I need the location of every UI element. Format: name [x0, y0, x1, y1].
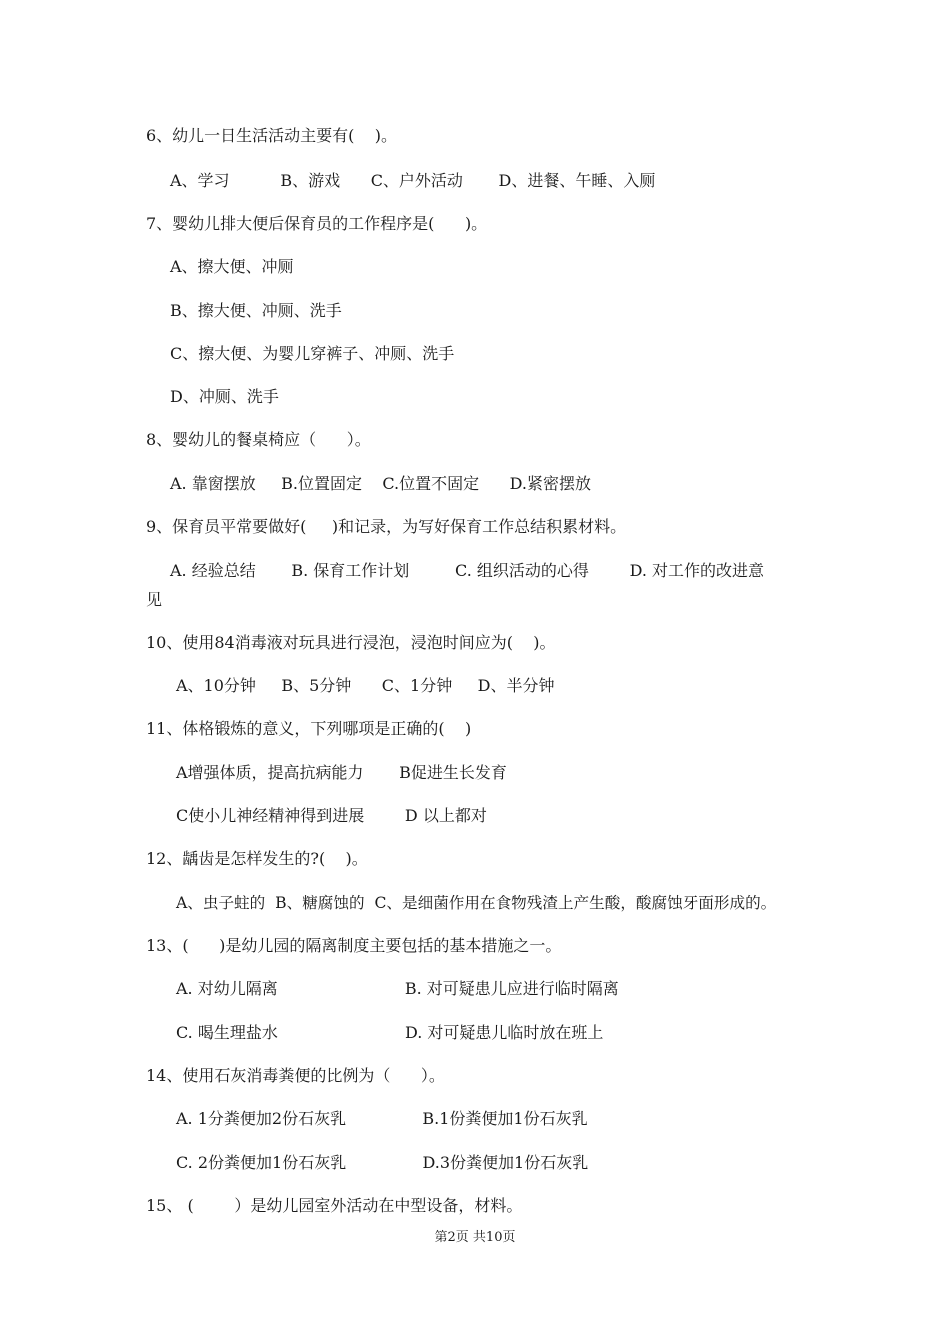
- question-7-option-d: D、冲厕、洗手: [170, 387, 279, 406]
- question-7-stem: 7、婴幼儿排大便后保育员的工作程序是( )。: [146, 214, 488, 233]
- question-9-stem: 9、保育员平常要做好( )和记录，为写好保育工作总结积累材料。: [146, 517, 627, 536]
- question-7-option-b: B、擦大便、冲厕、洗手: [170, 301, 342, 320]
- question-9-options: A. 经验总结 B. 保育工作计划 C. 组织活动的心得 D. 对工作的改进意: [170, 561, 764, 580]
- question-6-stem: 6、幼儿一日生活活动主要有( )。: [146, 126, 398, 145]
- question-7-option-c: C、擦大便、为婴儿穿裤子、冲厕、洗手: [170, 344, 455, 363]
- question-13-options-ab: A. 对幼儿隔离 B. 对可疑患儿应进行临时隔离: [176, 979, 619, 998]
- question-13-stem: 13、( )是幼儿园的隔离制度主要包括的基本措施之一。: [146, 936, 562, 955]
- question-7-option-a: A、擦大便、冲厕: [170, 257, 294, 276]
- question-12-options: A、虫子蛀的 B、糖腐蚀的 C、是细菌作用在食物残渣上产生酸，酸腐蚀牙面形成的。: [176, 894, 777, 912]
- question-9-options-wrap: 见: [146, 590, 163, 609]
- question-8-stem: 8、婴幼儿的餐桌椅应（ ）。: [146, 430, 371, 449]
- question-10-stem: 10、使用84消毒液对玩具进行浸泡，浸泡时间应为( )。: [146, 633, 556, 652]
- question-11-options-cd: C使小儿神经精神得到进展 D 以上都对: [176, 806, 487, 825]
- question-12-stem: 12、龋齿是怎样发生的?( )。: [146, 849, 368, 868]
- question-6-options: A、学习 B、游戏 C、户外活动 D、进餐、午睡、入厕: [170, 171, 656, 190]
- question-11-options-ab: A增强体质，提高抗病能力 B促进生长发育: [176, 763, 507, 782]
- question-8-options: A. 靠窗摆放 B.位置固定 C.位置不固定 D.紧密摆放: [170, 474, 591, 493]
- question-13-options-cd: C. 喝生理盐水 D. 对可疑患儿临时放在班上: [176, 1023, 604, 1042]
- question-15-stem: 15、 ( ）是幼儿园室外活动在中型设备，材料。: [146, 1196, 523, 1215]
- question-11-stem: 11、体格锻炼的意义，下列哪项是正确的( ): [146, 719, 472, 738]
- question-14-options-ab: A. 1分粪便加2份石灰乳 B.1份粪便加1份石灰乳: [176, 1109, 588, 1128]
- question-10-options: A、10分钟 B、5分钟 C、1分钟 D、半分钟: [176, 676, 555, 695]
- question-14-stem: 14、使用石灰消毒粪便的比例为（ ）。: [146, 1066, 445, 1085]
- question-14-options-cd: C. 2份粪便加1份石灰乳 D.3份粪便加1份石灰乳: [176, 1153, 589, 1172]
- page-footer: 第2页 共10页: [434, 1230, 516, 1245]
